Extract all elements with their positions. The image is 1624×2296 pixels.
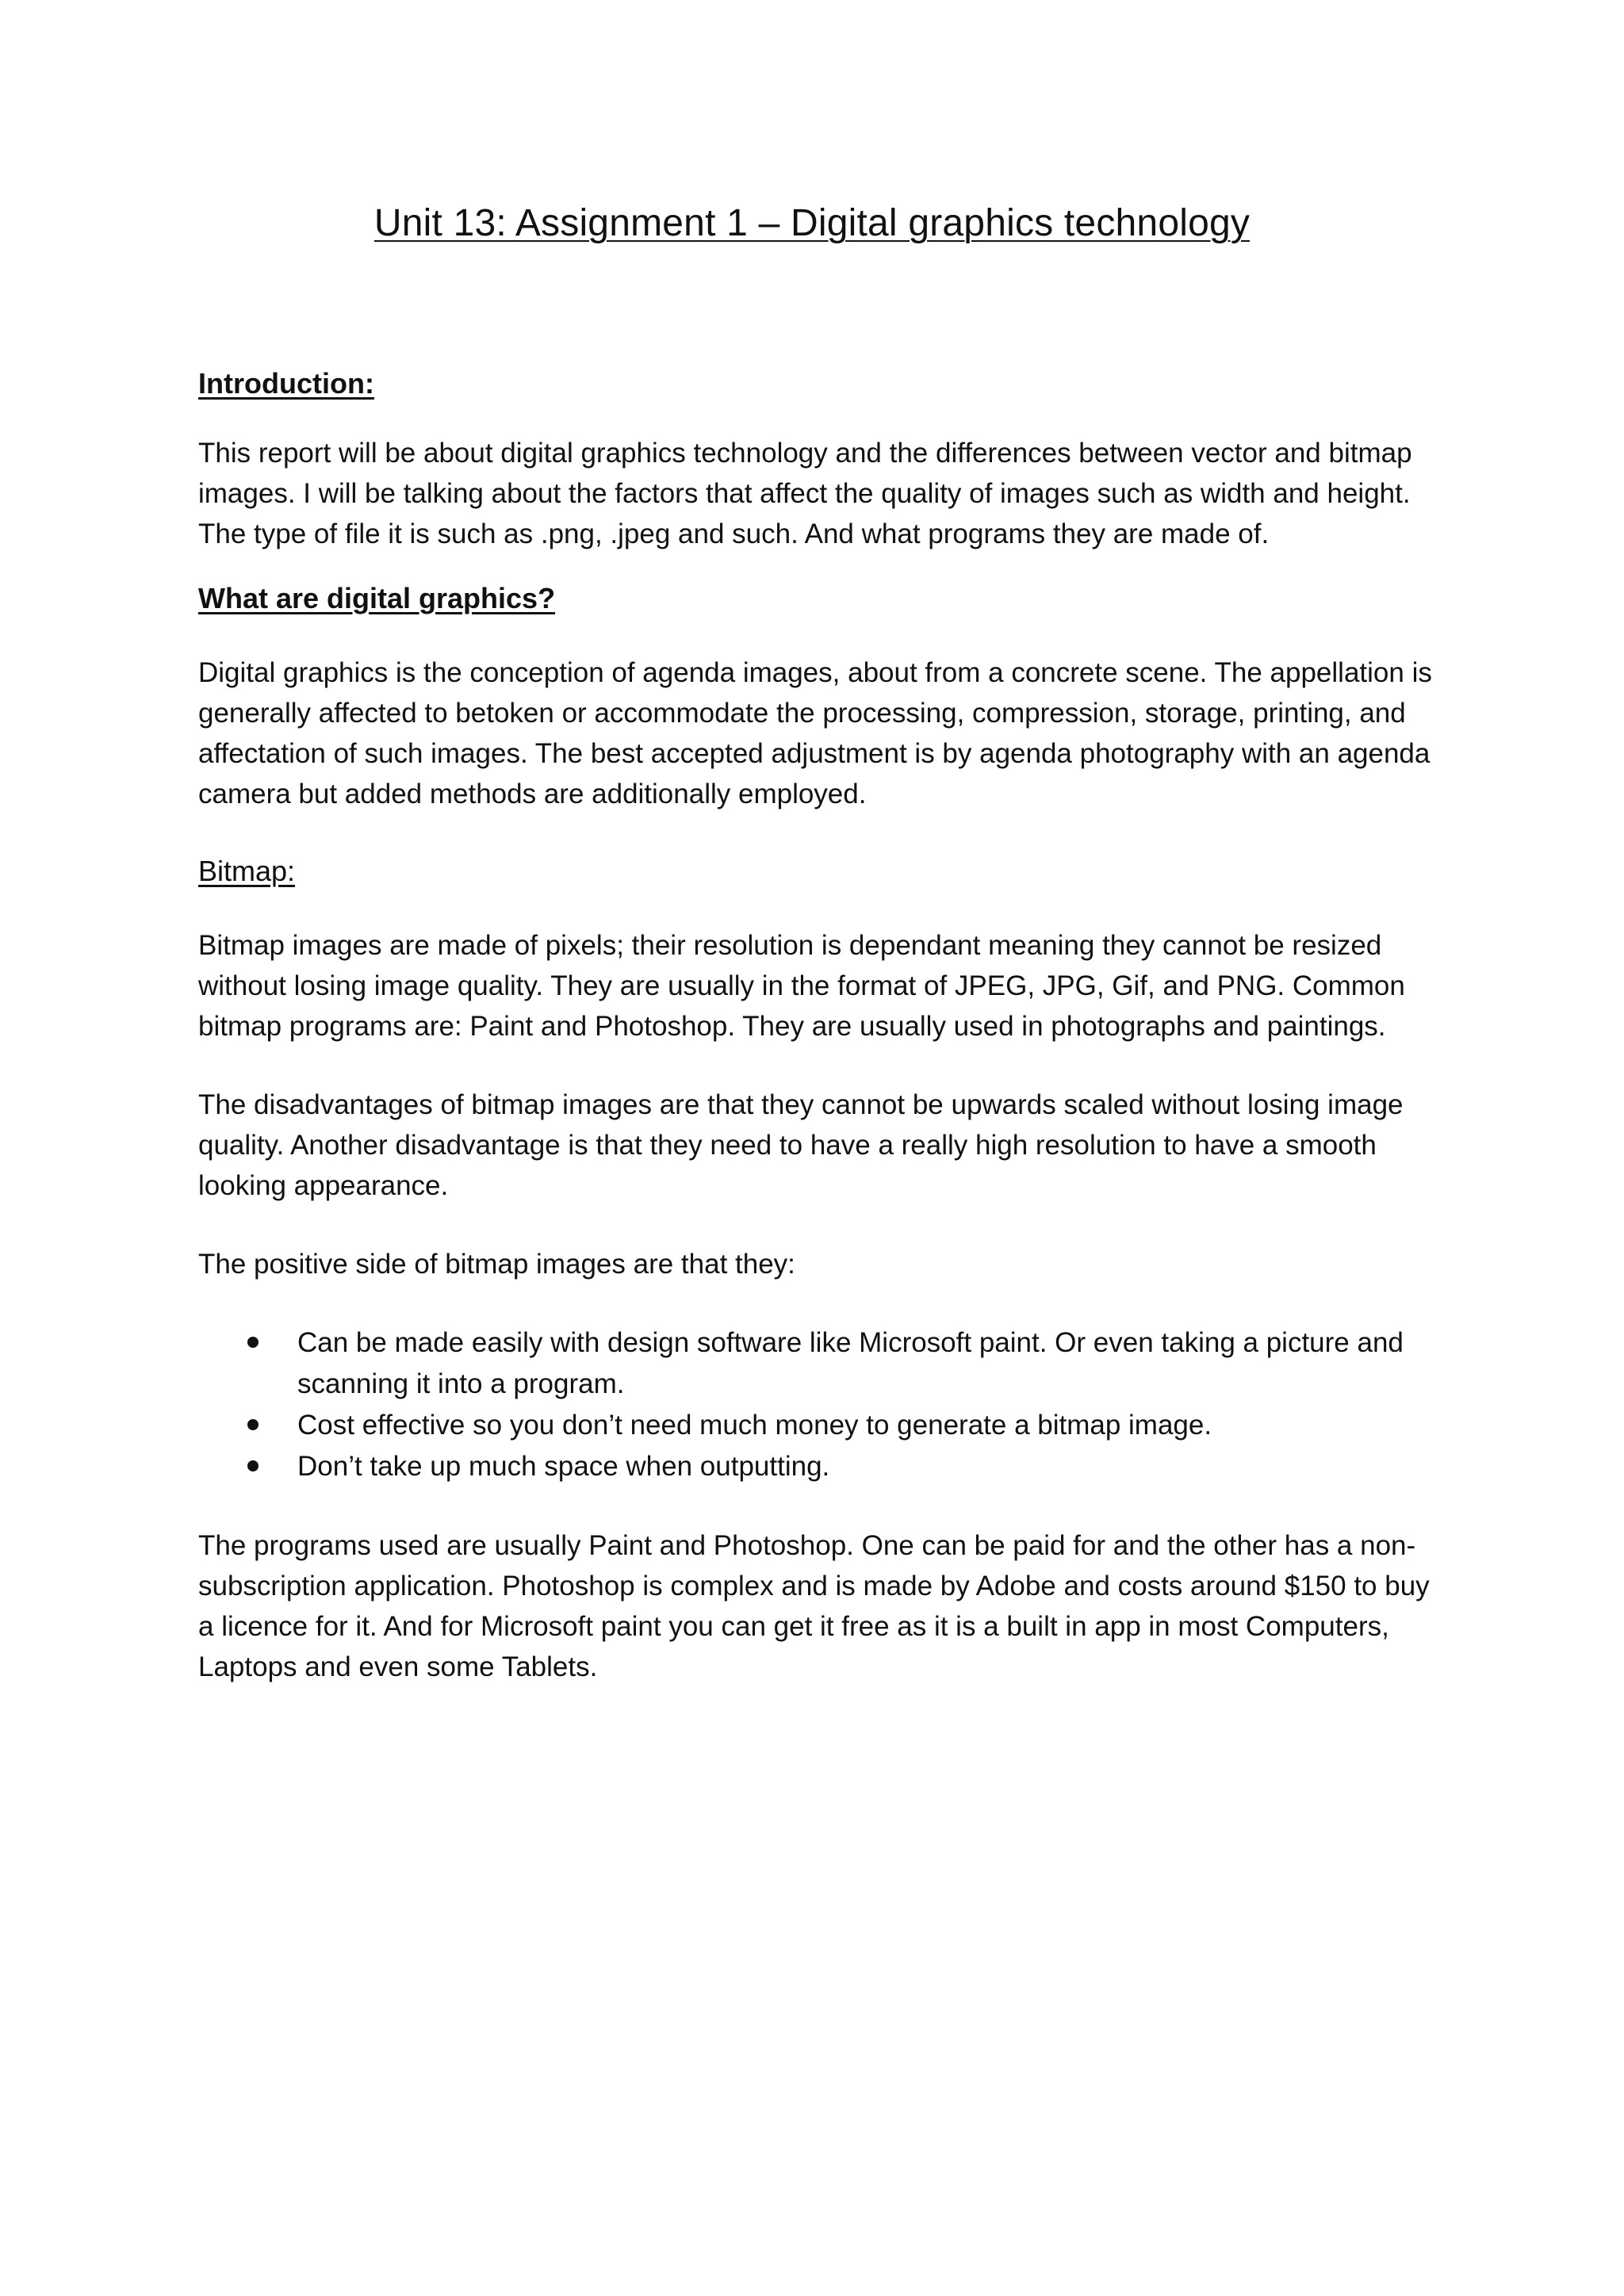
list-item: [198, 1446, 1451, 1487]
bitmap-paragraph-4: The programs used are usually Paint and Photoshop. One can be paid for and the other has a non-subscription application. Photoshop is complex and is made by Adobe and costs around $150 to buy a licence for it. And for Microsoft paint you can get it free as it is a built in app in most Computers, Laptops and even some Tablets.: [198, 1530, 1430, 1682]
list-item: [198, 1405, 1451, 1446]
document-body: [198, 365, 1451, 1687]
bullet-icon: [247, 1460, 259, 1471]
bullet-icon: [247, 1337, 259, 1348]
digital-graphics-paragraph: Digital graphics is the conception of agenda images, about from a concrete scene. The appellation is generally affected to betoken or accommodate the processing, compression, storage, printing, and affectation of such images. The best accepted adjustment is by agenda photography with an agenda camera but added methods are additionally employed.: [198, 657, 1432, 809]
list-item-text: Don’t take up much space when outputting.: [297, 1451, 830, 1482]
bitmap-advantages-list: [198, 1322, 1451, 1487]
digital-graphics-heading: What are digital graphics?: [198, 582, 556, 614]
bitmap-paragraph-3: The positive side of bitmap images are that they:: [198, 1249, 795, 1280]
document-title: Unit 13: Assignment 1 – Digital graphics technology: [373, 202, 1251, 244]
list-item-text: Cost effective so you don’t need much money to generate a bitmap image.: [297, 1410, 1212, 1441]
list-item: [198, 1322, 1451, 1405]
bitmap-heading: Bitmap:: [198, 855, 296, 887]
list-item-text: Can be made easily with design software like Microsoft paint. Or even taking a picture and scanning it into a program.: [297, 1327, 1404, 1399]
introduction-heading: Introduction:: [198, 367, 374, 400]
bitmap-paragraph-1: Bitmap images are made of pixels; their resolution is dependant meaning they cannot be resized without losing image quality. They are usually in the format of JPEG, JPG, Gif, and PNG. Common bitmap programs are: Paint and Photoshop. They are usually used in photographs and paintings.: [198, 930, 1405, 1042]
introduction-paragraph: This report will be about digital graphics technology and the differences between vector and bitmap images. I will be talking about the factors that affect the quality of images such as width and height. The type of file it is such as .png, .jpeg and such. And what programs they are made of.: [198, 438, 1412, 549]
bullet-icon: [247, 1419, 259, 1430]
bitmap-paragraph-2: The disadvantages of bitmap images are that they cannot be upwards scaled without losing image quality. Another disadvantage is that they need to have a really high resolution to have a smooth looking appearance.: [198, 1089, 1404, 1201]
